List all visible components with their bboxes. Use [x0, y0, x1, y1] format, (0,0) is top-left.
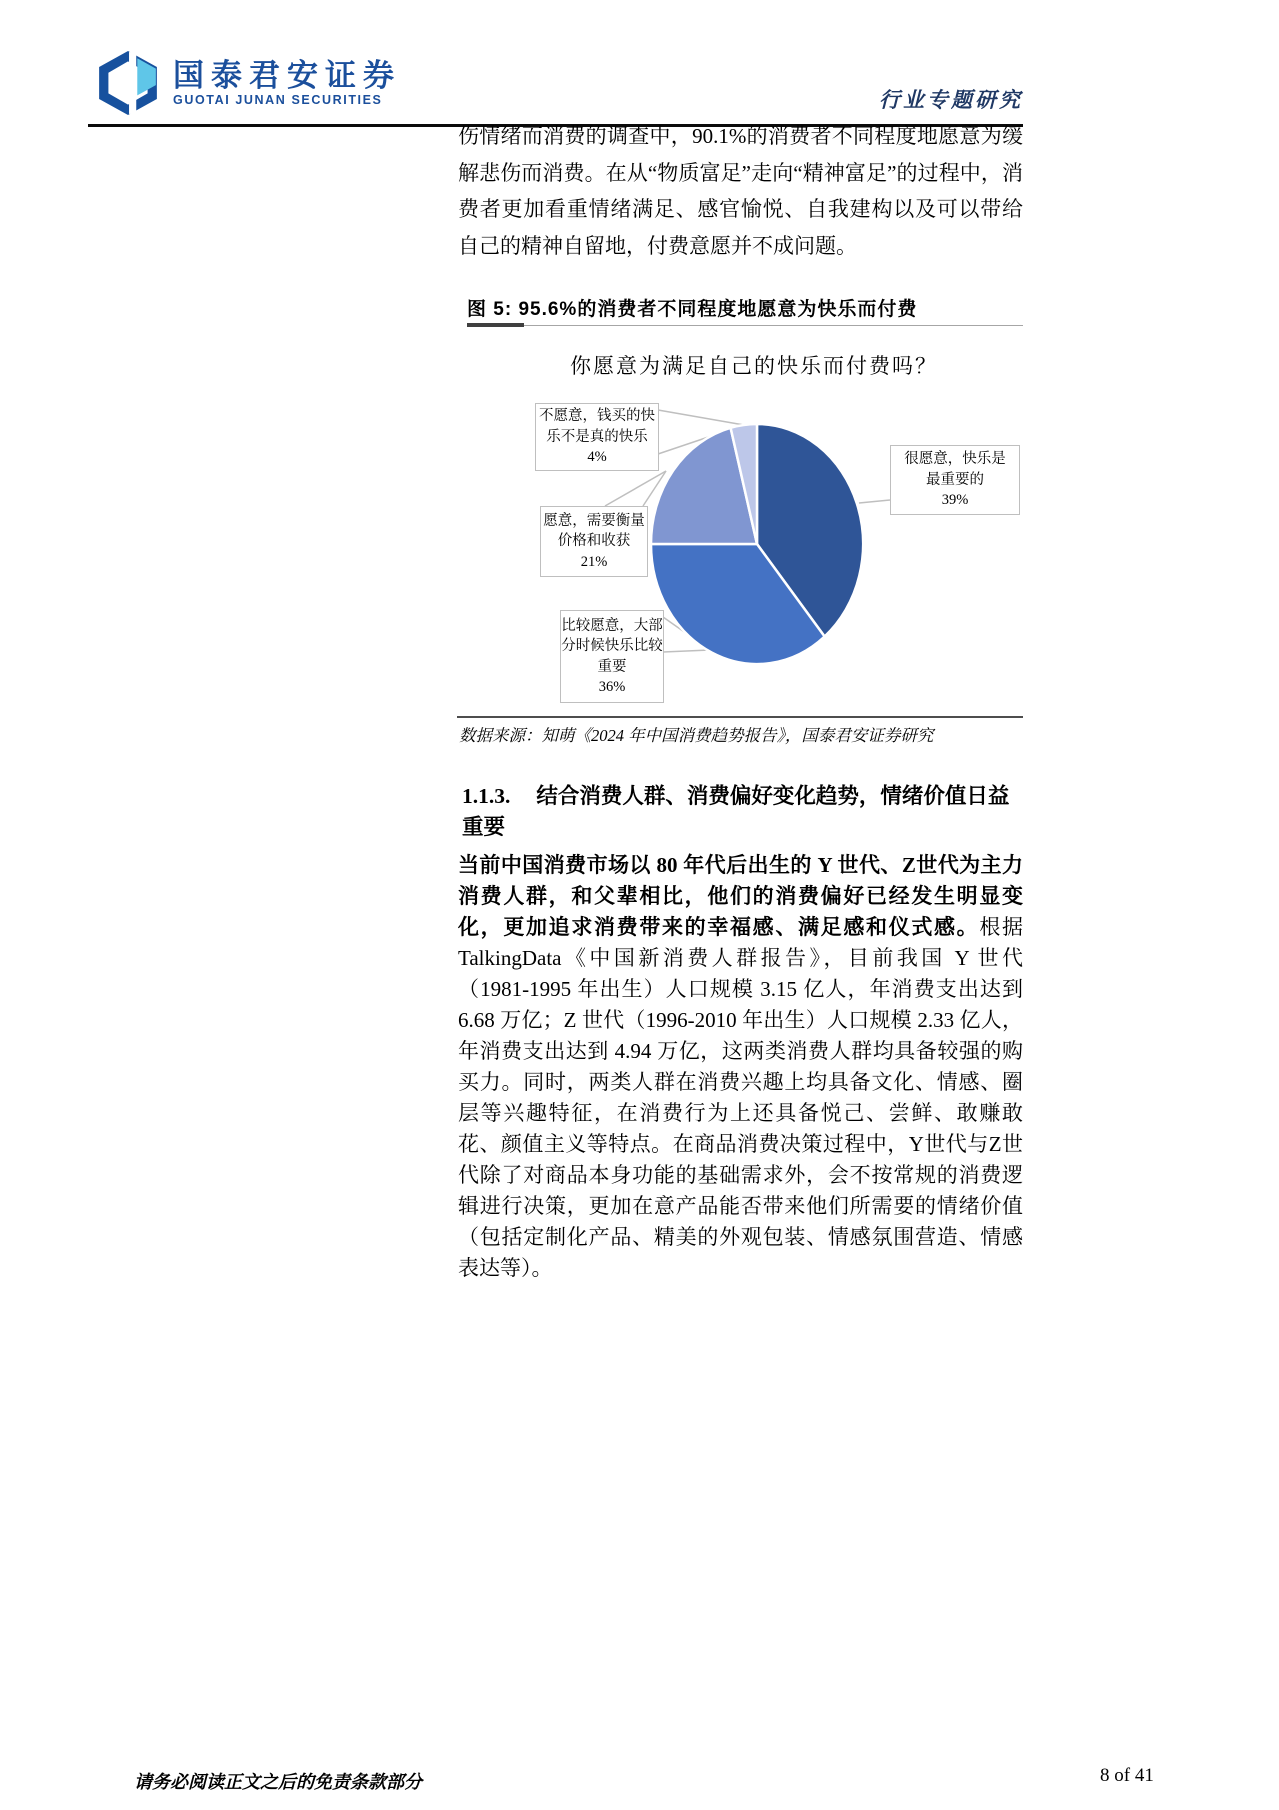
section-heading	[462, 779, 1023, 841]
footer-disclaimer: 请务必阅读正文之后的免责条款部分	[134, 1772, 422, 1792]
pie-callout-21pct: 愿意，需要衡量 价格和收获 21%	[540, 506, 648, 577]
section-number: 1.1.3.	[462, 784, 511, 808]
figure-caption: 图 5: 95.6%的消费者不同程度地愿意为快乐而付费	[467, 299, 918, 320]
body-paragraph-bold: 当前中国消费市场以 80 年代后出生的 Y 世代、Z世代为主力消费人群，和父辈相比，他们的消费偏好已经发生明显变化，更加追求消费带来的幸福感、满足感和仪式感。	[458, 853, 1023, 939]
pie-callout-4pct: 不愿意，钱买的快 乐不是真的快乐 4%	[535, 403, 659, 471]
brand-name-cn: 国泰君安证券	[173, 57, 401, 93]
body-paragraph	[458, 850, 1023, 1284]
pie-callout-36pct: 比较愿意，大部 分时候快乐比较 重要 36%	[560, 610, 664, 703]
hexagon-logo-icon	[95, 50, 161, 116]
caption-rule	[467, 325, 1023, 326]
leader-line-39pct	[859, 500, 890, 503]
pie-chart-figure	[457, 338, 1023, 716]
intro-paragraph: 伤情绪而消费的调查中，90.1%的消费者不同程度地愿意为缓解悲伤而消费。在从“物质富足”走向“精神富足”的过程中，消费者更加看重情绪满足、感官愉悦、自我建构以及可以带给自己的精神自留地，付费意愿并不成问题。	[458, 124, 1023, 258]
section-title: 结合消费人群、消费偏好变化趋势，情绪价值日益重要	[462, 784, 1010, 839]
logo-text	[173, 59, 401, 108]
chart-title: 你愿意为满足自己的快乐而付费吗？	[570, 354, 938, 378]
figure-source: 数据来源：知萌《2024 年中国消费趋势报告》，国泰君安证券研究	[459, 726, 934, 745]
pie-callout-39pct: 很愿意，快乐是 最重要的 39%	[890, 445, 1020, 515]
figure-bottom-rule	[457, 716, 1023, 718]
page-number: 8 of 41	[1100, 1765, 1154, 1786]
brand-name-en: GUOTAI JUNAN SECURITIES	[173, 92, 383, 107]
doc-type-label: 行业专题研究	[879, 88, 1023, 112]
company-logo	[95, 50, 401, 116]
leader-line-4pct	[658, 410, 744, 425]
leader-line-36pct	[663, 650, 710, 652]
body-paragraph-regular: 根据 TalkingData《中国新消费人群报告》，目前我国 Y 世代（1981-1995 年出生）人口规模 3.15 亿人，年消费支出达到 6.68 万亿；Z 世代（1996-2010 年出生）人口规模 2.33 亿人，年消费支出达到 4.94 万亿，这两类消费人群均具备较强的购买力。同时，两类人群在消费兴趣上均具备文化、情感、圈层等兴趣特征，在消费行为上还具备悦己、尝鲜、敢赚敢花、颜值主义等特点。在商品消费决策过程中，Y世代与Z世代除了对商品本身功能的基础需求外，会不按常规的消费逻辑进行决策，更加在意产品能否带来他们所需要的情绪价值（包括定制化产品、精美的外观包装、情感氛围营造、情感表达等）。	[458, 915, 1024, 1280]
